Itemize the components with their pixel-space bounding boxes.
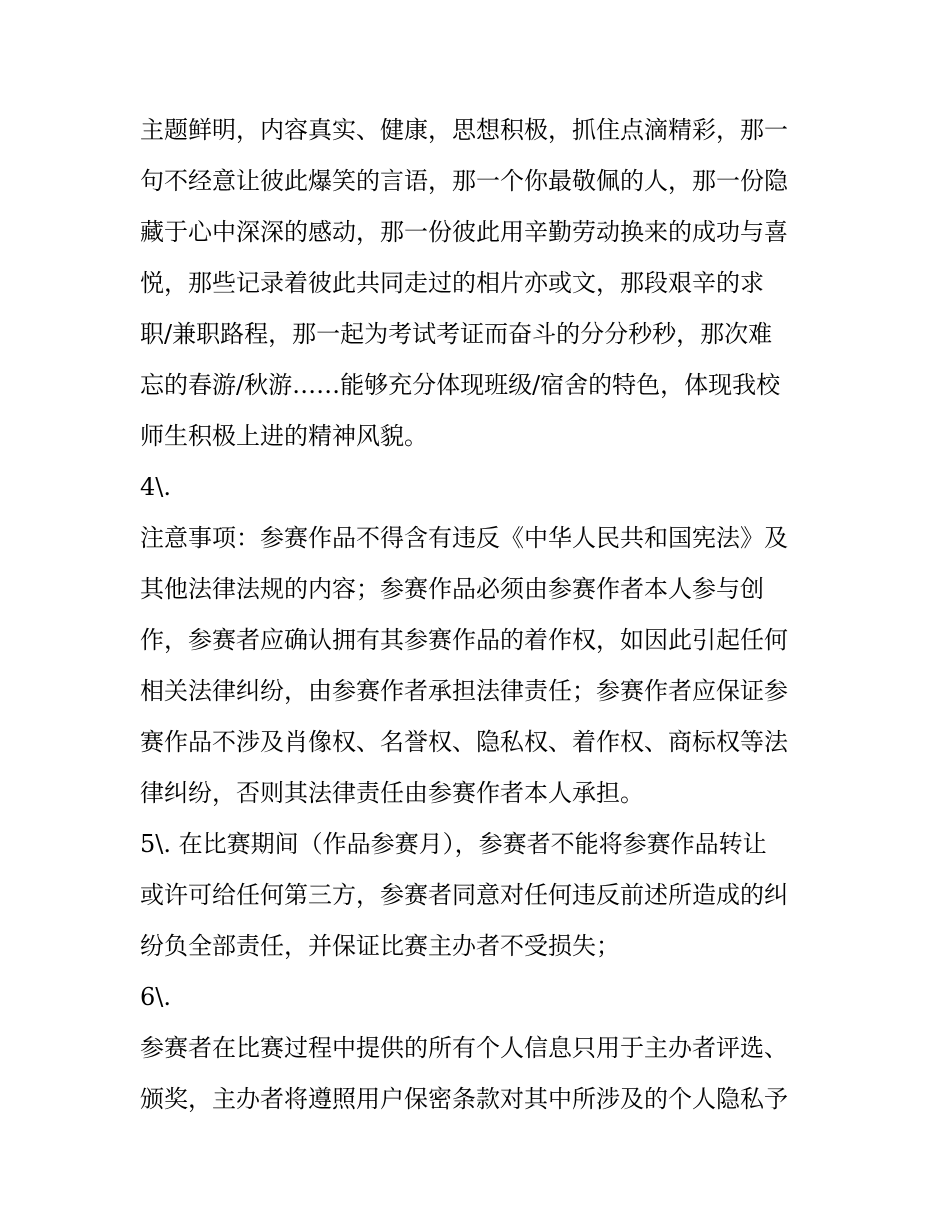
paragraph-privacy [140, 1023, 812, 1125]
text-line: 注意事项：参赛作品不得含有违反《中华人民共和国宪法》及 [140, 524, 788, 552]
text-line: 悦，那些记录着彼此共同走过的相片亦或文，那段艰辛的求 [140, 269, 764, 297]
paragraph-theme [140, 105, 812, 462]
text-line: 赛作品不涉及肖像权、名誉权、隐私权、着作权、商标权等法 [140, 728, 788, 756]
text-line: 忘的春游/秋游……能够充分体现班级/宿舍的特色，体现我校 [140, 371, 781, 399]
text-line: 主题鲜明，内容真实、健康，思想积极，抓住点滴精彩，那一 [140, 116, 788, 144]
item-number-6 [140, 972, 812, 1023]
text-line: 6\. [140, 983, 171, 1011]
text-line: 职/兼职路程，那一起为考试考证而奋斗的分分秒秒，那次难 [140, 320, 773, 348]
text-line: 作，参赛者应确认拥有其参赛作品的着作权，如因此引起任何 [140, 626, 788, 654]
paragraph-notes [140, 513, 812, 819]
item-5-paragraph [140, 819, 812, 972]
text-line: 4\. [140, 473, 171, 501]
text-line: 相关法律纠纷，由参赛作者承担法律责任；参赛作者应保证参 [140, 677, 788, 705]
text-line: 参赛者在比赛过程中提供的所有个人信息只用于主办者评选、 [140, 1034, 788, 1062]
text-line: 颁奖，主办者将遵照用户保密条款对其中所涉及的个人隐私予 [140, 1085, 788, 1113]
text-line: 纷负全部责任，并保证比赛主办者不受损失； [140, 932, 620, 960]
text-line: 或许可给任何第三方，参赛者同意对任何违反前述所造成的纠 [140, 881, 788, 909]
text-line: 律纠纷，否则其法律责任由参赛作者本人承担。 [140, 779, 644, 807]
text-line: 5\. 在比赛期间（作品参赛月），参赛者不能将参赛作品转让 [140, 830, 767, 858]
text-line: 其他法律法规的内容；参赛作品必须由参赛作者本人参与创 [140, 575, 764, 603]
document-body [140, 105, 812, 1125]
text-line: 藏于心中深深的感动，那一份彼此用辛勤劳动换来的成功与喜 [140, 218, 788, 246]
text-line: 句不经意让彼此爆笑的言语，那一个你最敬佩的人，那一份隐 [140, 167, 788, 195]
text-line: 师生积极上进的精神风貌。 [140, 422, 428, 450]
item-number-4 [140, 462, 812, 513]
